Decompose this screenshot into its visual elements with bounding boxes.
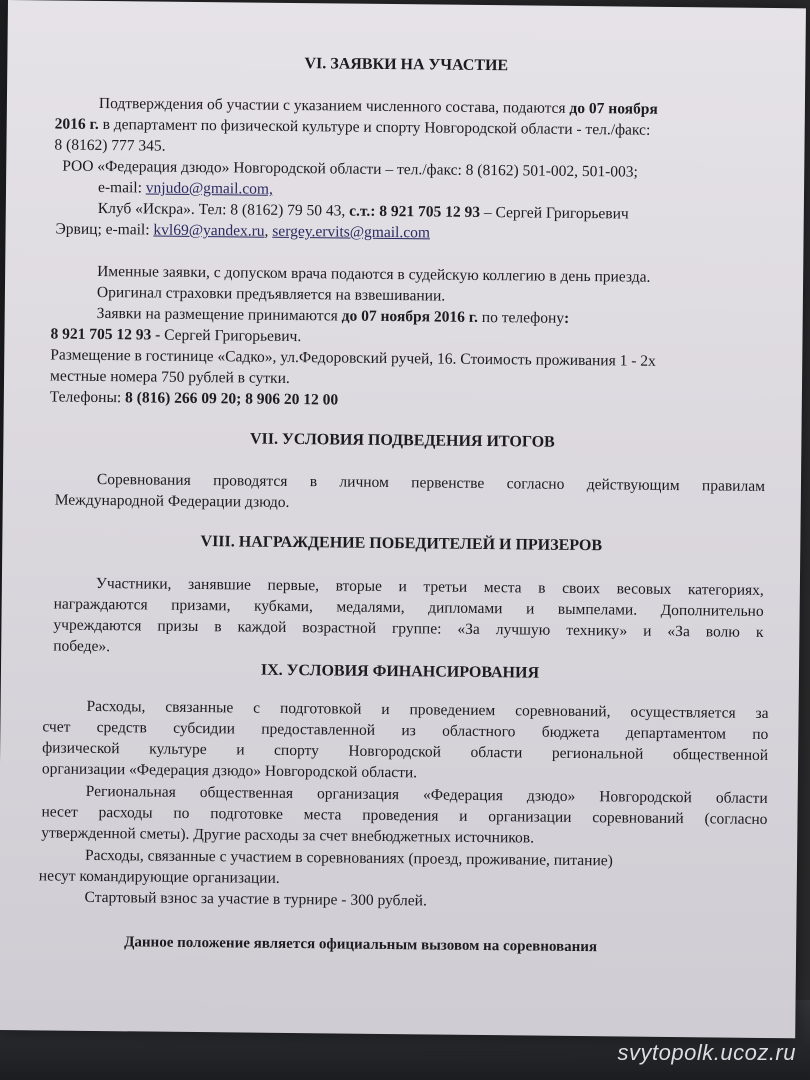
- section-9-title: IX. УСЛОВИЯ ФИНАНСИРОВАНИЯ: [260, 661, 540, 682]
- footer-note: Данное положение является официальным вызовом на соревнования: [124, 934, 598, 956]
- s8-line-1: Участники, занявшие первые, вторые и третьи места в своих весовых категориях,: [95, 574, 764, 599]
- s6-deadline: до 07 ноября 2016 г.: [341, 307, 479, 326]
- s6-phones: 8 (816) 266 09 20; 8 906 20 12 00: [125, 389, 339, 409]
- s8-line-4: победе».: [53, 637, 111, 656]
- s9-line-1: Расходы, связанные с подготовкой и проведением соревнований, осуществляется за: [86, 697, 769, 723]
- s7-line-1: Соревнования проводятся в личном первенстве согласно действующим правилам: [96, 470, 766, 495]
- email-link-ervits[interactable]: sergey.ervits@gmail.com: [272, 222, 431, 242]
- s6-line-13: местные номера 750 рублей в сутки.: [49, 367, 290, 387]
- section-7-title: VII. УСЛОВИЯ ПОДВЕДЕНИЯ ИТОГОВ: [249, 430, 555, 451]
- s9-line-10: Стартовый взнос за участие в турнире - 300 рублей.: [84, 888, 427, 910]
- s9-line-2: счет средств субсидии предоставленной из областного бюджета департаментом по: [42, 718, 769, 744]
- s6-deadline: до 07 ноября: [569, 99, 658, 118]
- section-8-title: VIII. НАГРАЖДЕНИЕ ПОБЕДИТЕЛЕЙ И ПРИЗЕРОВ: [200, 533, 603, 555]
- s9-line-5: Региональная общественная организация «Федерация дзюдо» Новгородской области: [85, 782, 768, 807]
- s6-line-8: Именные заявки, с допуском врача подаются в судейскую коллегию в день приезда.: [97, 262, 651, 286]
- s6-text: Заявки на размещение принимаются: [96, 304, 342, 325]
- s9-line-8: Расходы, связанные с участием в соревнованиях (проезд, проживание, питание): [84, 846, 613, 870]
- s8-line-2: награждаются призами, кубками, медалями, дипломами и вымпелами. Дополнительно: [53, 595, 764, 620]
- s8-line-3: учреждаются призы в каждой возрастной группе: «За лучшую технику» и «За волю к: [53, 616, 764, 641]
- s6-colon: :: [563, 309, 570, 327]
- s6-line-4: РОО «Федерация дзюдо» Новгородской области – тел./факс: 8 (8162) 501-002, 501-003;: [62, 157, 638, 181]
- s6-text: Клуб «Искра». Тел: 8 (8162) 79 50 43,: [97, 199, 350, 220]
- s9-line-3: физической культуре и спорту Новгородской области региональной общественной: [42, 739, 769, 765]
- s6-text: Сергей Григорьевич.: [160, 326, 302, 346]
- s7-line-2: Международной Федерации дзюдо.: [54, 491, 290, 511]
- s6-text: Эрвиц; e-mail:: [55, 220, 154, 239]
- s6-line-12: Размещение в гостинице «Садко», ул.Федоровский ручей, 16. Стоимость проживания 1 - 2х: [50, 346, 656, 370]
- s6-year: 2016 г.: [54, 115, 99, 133]
- s9-line-6: несет расходы по подготовке места проведения и организации соревнований (согласно: [41, 803, 768, 828]
- section-6-title: VI. ЗАЯВКИ НА УЧАСТИЕ: [304, 55, 509, 75]
- watermark: svytopolk.ucoz.ru: [617, 1040, 796, 1065]
- s6-line-9: Оригинал страховки предъявляется на взвешивании.: [96, 283, 446, 305]
- s9-line-7: утвержденной сметы). Другие расходы за счет внебюджетных источников.: [41, 824, 535, 847]
- email-link-vnjudo[interactable]: vnjudo@gmail.com,: [145, 179, 273, 198]
- s6-line-3: 8 (8162) 777 345.: [54, 136, 166, 155]
- s6-phone: 8 921 705 12 93 -: [50, 325, 161, 344]
- s6-text: по телефону: [477, 308, 565, 327]
- s6-text: – Сергей Григорьевич: [479, 203, 629, 223]
- s6-phone: с.т.: 8 921 705 12 93: [349, 202, 481, 221]
- s6-text: e-mail:: [97, 178, 146, 197]
- s6-text: Подтверждения об участии с указанием численного состава, подаются: [98, 94, 570, 117]
- s9-line-4: организации «Федерация дзюдо» Новгородской области.: [41, 760, 418, 782]
- s6-text: ,: [264, 222, 273, 240]
- email-link-kvl69[interactable]: kvl69@yandex.ru: [153, 221, 265, 240]
- s9-line-9: несут командирующие организации.: [38, 867, 280, 887]
- s6-line-7: [56, 221, 804, 247]
- s6-text: Телефоны:: [49, 388, 126, 407]
- s6-text: в департамент по физической культуре и спорту Новгородской области - тел./факс:: [98, 115, 651, 139]
- s6-line-14: [50, 388, 802, 414]
